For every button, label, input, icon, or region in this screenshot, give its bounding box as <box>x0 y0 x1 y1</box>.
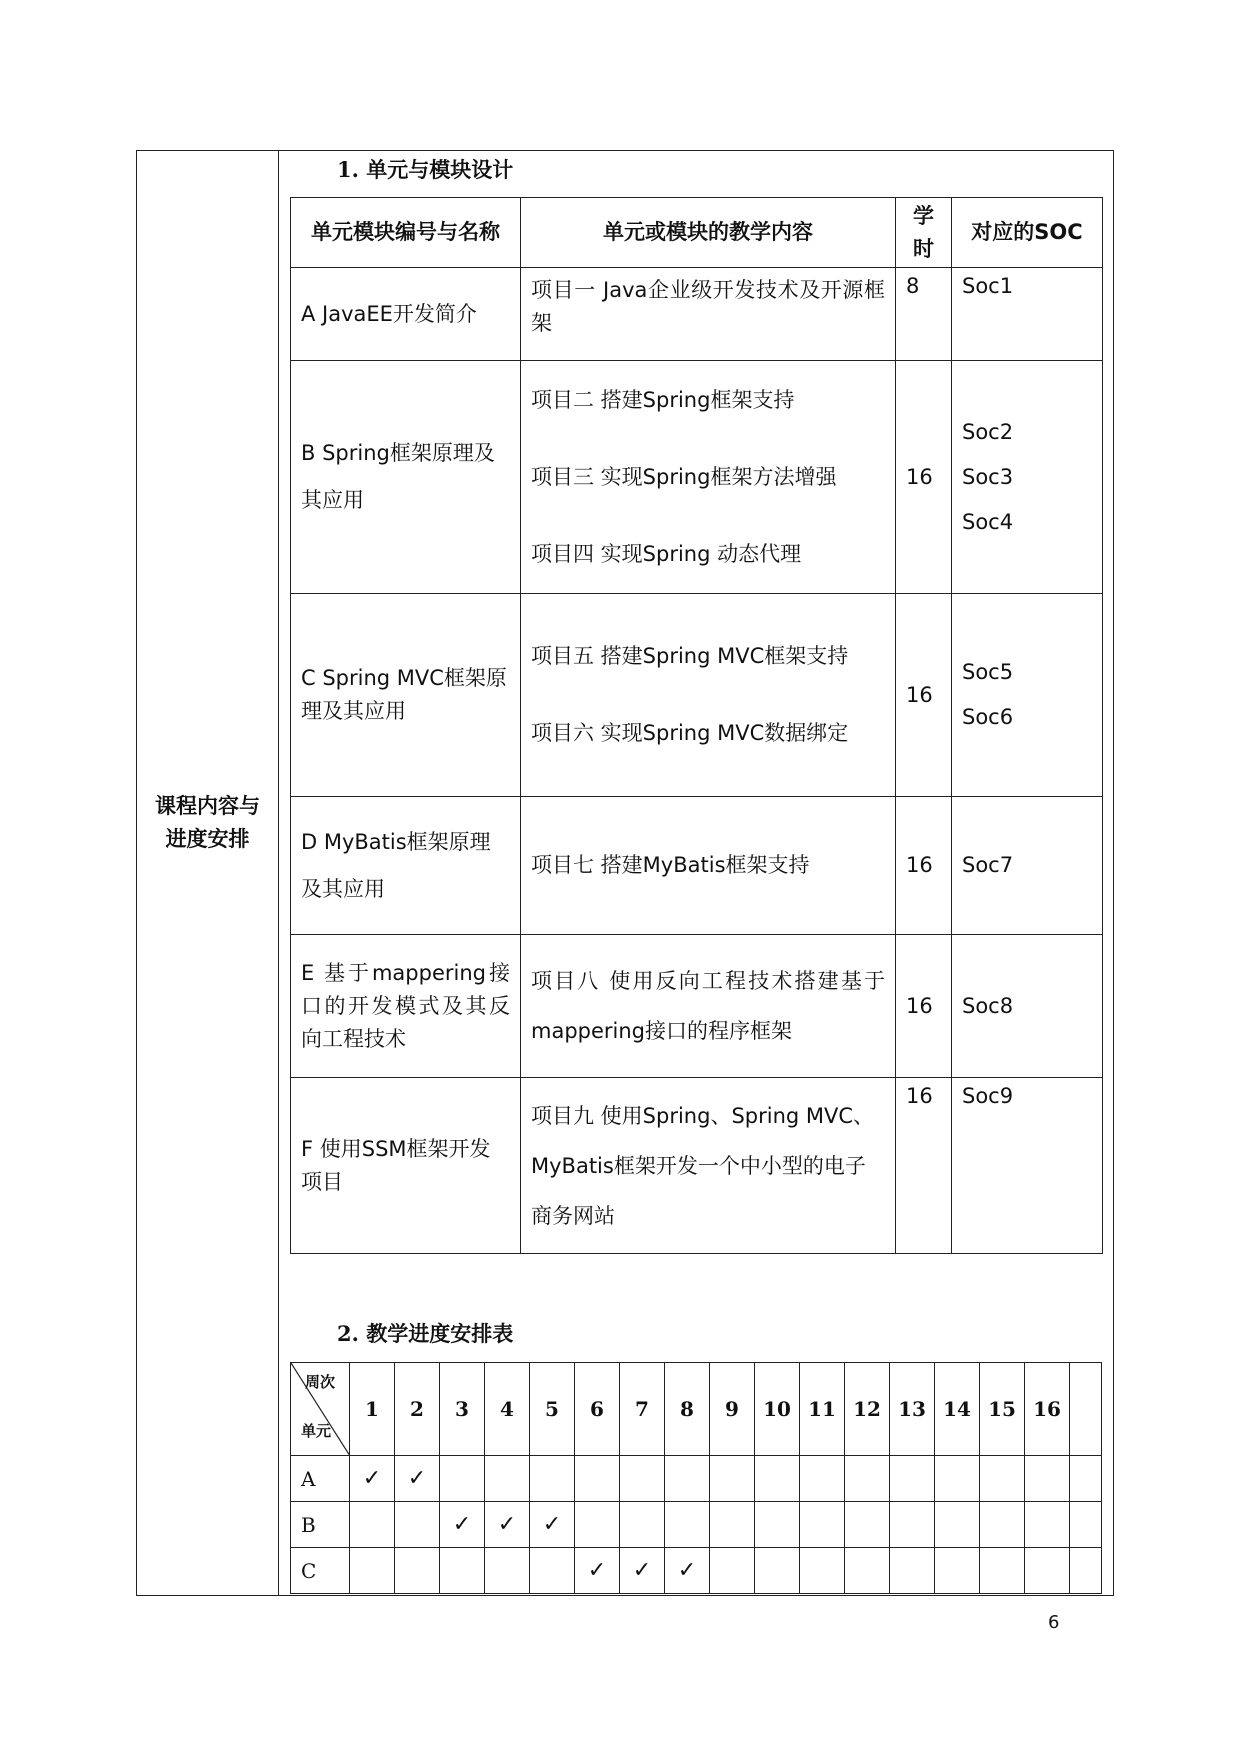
schedule-cell <box>845 1548 890 1594</box>
schedule-cell <box>395 1456 440 1502</box>
schedule-cell <box>620 1548 665 1594</box>
schedule-cell <box>935 1502 980 1548</box>
schedule-cell <box>980 1502 1025 1548</box>
week-header: 7 <box>620 1363 665 1456</box>
header-hours-line-2: 时 <box>913 236 934 261</box>
header-hours-line-1: 学 <box>913 203 934 228</box>
schedule-cell <box>890 1502 935 1548</box>
hours-cell: 8 <box>896 268 952 361</box>
schedule-cell <box>1025 1456 1070 1502</box>
schedule-cell <box>665 1456 710 1502</box>
content-line: 项目六 实现Spring MVC数据绑定 <box>531 721 849 745</box>
schedule-cell <box>935 1548 980 1594</box>
check-icon: ✓ <box>452 1512 472 1537</box>
schedule-cell <box>800 1456 845 1502</box>
module-cell: E 基于mappering接口的开发模式及其反向工程技术 <box>291 935 521 1078</box>
content-cell: 项目七 搭建MyBatis框架支持 <box>521 797 896 935</box>
content-cell: 项目九 使用Spring、Spring MVC、MyBatis框架开发一个中小型的电子商务网站 <box>521 1078 896 1254</box>
week-header: 2 <box>395 1363 440 1456</box>
schedule-cell <box>800 1548 845 1594</box>
side-label-line-2: 进度安排 <box>165 827 250 851</box>
soc-cell <box>952 594 1103 797</box>
module-cell: F 使用SSM框架开发项目 <box>291 1078 521 1254</box>
schedule-cell <box>1070 1548 1102 1594</box>
schedule-cell <box>1070 1502 1102 1548</box>
week-header: 15 <box>980 1363 1025 1456</box>
content-line: 项目二 搭建Spring框架支持 <box>531 387 795 412</box>
schedule-cell <box>350 1456 395 1502</box>
side-label <box>137 790 278 856</box>
content-cell: 项目八 使用反向工程技术搭建基于mappering接口的程序框架 <box>521 935 896 1078</box>
schedule-cell <box>440 1502 485 1548</box>
module-cell: C Spring MVC框架原理及其应用 <box>291 594 521 797</box>
week-header: 14 <box>935 1363 980 1456</box>
outer-divider <box>278 150 279 1596</box>
section-title-unit-design: 1. 单元与模块设计 <box>337 157 514 182</box>
week-header: 4 <box>485 1363 530 1456</box>
week-header: 3 <box>440 1363 485 1456</box>
schedule-cell <box>395 1548 440 1594</box>
schedule-cell <box>485 1502 530 1548</box>
schedule-cell <box>440 1548 485 1594</box>
header-hours <box>896 198 952 268</box>
check-icon: ✓ <box>677 1558 697 1583</box>
schedule-cell <box>980 1456 1025 1502</box>
soc-cell: Soc7 <box>952 797 1103 935</box>
hours-cell: 16 <box>896 935 952 1078</box>
schedule-cell <box>890 1456 935 1502</box>
content-line: 项目四 实现Spring 动态代理 <box>531 541 802 566</box>
table-row <box>291 1078 1103 1254</box>
soc-cell: Soc9 <box>952 1078 1103 1254</box>
schedule-unit-label: A <box>291 1456 350 1502</box>
schedule-cell <box>1025 1548 1070 1594</box>
table-row <box>291 361 1103 594</box>
corner-label-unit: 单元 <box>301 1422 332 1440</box>
week-header: 5 <box>530 1363 575 1456</box>
schedule-cell <box>620 1456 665 1502</box>
soc-line: Soc2 <box>962 419 1014 444</box>
content-line: 项目三 实现Spring框架方法增强 <box>531 464 837 489</box>
check-icon: ✓ <box>407 1466 427 1491</box>
week-header: 6 <box>575 1363 620 1456</box>
schedule-cell <box>530 1502 575 1548</box>
schedule-table <box>290 1362 1102 1594</box>
schedule-cell <box>980 1548 1025 1594</box>
content-cell <box>521 594 896 797</box>
week-header-empty <box>1070 1363 1102 1456</box>
schedule-corner-cell <box>291 1363 350 1456</box>
module-cell: A JavaEE开发简介 <box>291 268 521 361</box>
module-cell: B Spring框架原理及其应用 <box>291 361 521 594</box>
header-module: 单元模块编号与名称 <box>291 198 521 268</box>
check-icon: ✓ <box>542 1512 562 1537</box>
schedule-cell <box>710 1548 755 1594</box>
soc-line: Soc5 <box>962 660 1014 684</box>
table-row <box>291 797 1103 935</box>
check-icon: ✓ <box>362 1466 382 1491</box>
side-label-line-1: 课程内容与 <box>155 794 260 818</box>
section-title-schedule: 2. 教学进度安排表 <box>337 1321 514 1346</box>
schedule-unit-label: C <box>291 1548 350 1594</box>
schedule-body <box>291 1363 1102 1594</box>
soc-line: Soc6 <box>962 705 1014 729</box>
schedule-cell <box>350 1548 395 1594</box>
content-line: 项目五 搭建Spring MVC框架支持 <box>531 644 849 668</box>
check-icon: ✓ <box>497 1512 517 1537</box>
schedule-cell <box>935 1456 980 1502</box>
schedule-cell <box>1025 1502 1070 1548</box>
schedule-header-row <box>291 1363 1102 1456</box>
week-header: 10 <box>755 1363 800 1456</box>
schedule-cell <box>755 1502 800 1548</box>
soc-line: Soc3 <box>962 464 1014 489</box>
page-number: 6 <box>1048 1612 1060 1633</box>
schedule-cell <box>710 1456 755 1502</box>
week-header: 13 <box>890 1363 935 1456</box>
header-content: 单元或模块的教学内容 <box>521 198 896 268</box>
week-header: 1 <box>350 1363 395 1456</box>
week-header: 9 <box>710 1363 755 1456</box>
schedule-cell <box>665 1502 710 1548</box>
week-header: 11 <box>800 1363 845 1456</box>
week-header: 12 <box>845 1363 890 1456</box>
schedule-cell <box>575 1502 620 1548</box>
content-cell <box>521 361 896 594</box>
soc-cell <box>952 361 1103 594</box>
schedule-cell <box>575 1456 620 1502</box>
check-icon: ✓ <box>632 1558 652 1583</box>
schedule-cell <box>890 1548 935 1594</box>
soc-line: Soc4 <box>962 509 1014 534</box>
table-row <box>291 1548 1102 1594</box>
schedule-cell <box>1070 1456 1102 1502</box>
check-icon: ✓ <box>587 1558 607 1583</box>
corner-label-week: 周次 <box>304 1373 335 1391</box>
table-row <box>291 594 1103 797</box>
table-row <box>291 268 1103 361</box>
schedule-cell <box>575 1548 620 1594</box>
unit-module-table <box>290 197 1103 1254</box>
content-cell: 项目一 Java企业级开发技术及开源框架 <box>521 268 896 361</box>
hours-cell: 16 <box>896 594 952 797</box>
schedule-cell <box>845 1456 890 1502</box>
soc-cell: Soc8 <box>952 935 1103 1078</box>
hours-cell: 16 <box>896 1078 952 1254</box>
soc-cell: Soc1 <box>952 268 1103 361</box>
unit-table-header-row <box>291 198 1103 268</box>
schedule-unit-label: B <box>291 1502 350 1548</box>
schedule-cell <box>800 1502 845 1548</box>
schedule-cell <box>440 1456 485 1502</box>
table-row <box>291 1456 1102 1502</box>
table-row <box>291 1502 1102 1548</box>
week-header: 16 <box>1025 1363 1070 1456</box>
schedule-cell <box>530 1548 575 1594</box>
week-header: 8 <box>665 1363 710 1456</box>
schedule-cell <box>710 1502 755 1548</box>
hours-cell: 16 <box>896 797 952 935</box>
schedule-cell <box>485 1548 530 1594</box>
module-cell: D MyBatis框架原理及其应用 <box>291 797 521 935</box>
schedule-cell <box>485 1456 530 1502</box>
table-row <box>291 935 1103 1078</box>
schedule-cell <box>530 1456 575 1502</box>
hours-cell: 16 <box>896 361 952 594</box>
schedule-cell <box>620 1502 665 1548</box>
schedule-cell <box>665 1548 710 1594</box>
schedule-cell <box>755 1456 800 1502</box>
schedule-cell <box>350 1502 395 1548</box>
schedule-cell <box>845 1502 890 1548</box>
header-soc: 对应的SOC <box>952 198 1103 268</box>
schedule-cell <box>395 1502 440 1548</box>
schedule-cell <box>755 1548 800 1594</box>
